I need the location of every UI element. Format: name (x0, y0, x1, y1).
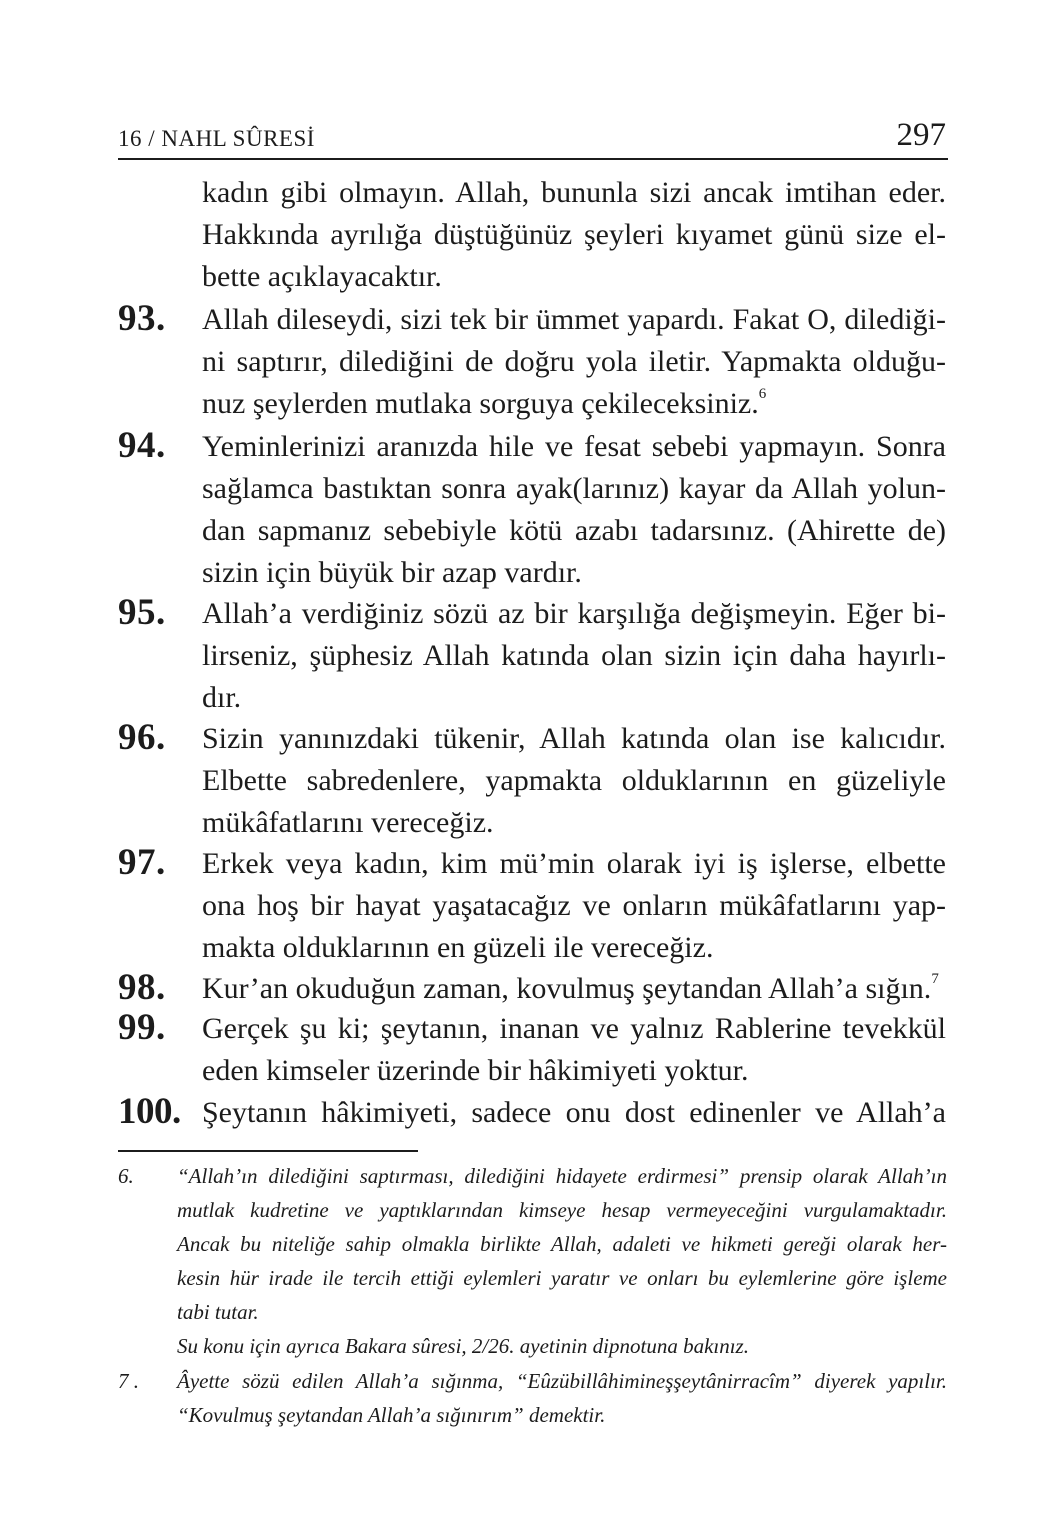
verse-line: Sizin yanınızdaki tükenir, Allah katında olan ise kalıcıdır. (202, 722, 946, 755)
footnote-marker: 7 . (118, 1369, 139, 1393)
footnote-reference: 7 (931, 971, 939, 987)
footnote-line: kesin hür irade ile tercih ettiği eylemleri yaratır ve onları bu eylemlerine göre işleme (177, 1266, 947, 1290)
verse-line: sağlamca bastıktan sonra ayak(larınız) kayar da Allah yolun- (202, 472, 946, 505)
footnote-line: tabi tutar. (177, 1300, 259, 1324)
verse-line (202, 971, 946, 1007)
verse-number: 95. (118, 592, 166, 633)
footnote-line: Ancak bu niteliğe sahip olmakla birlikte Allah, adaleti ve hikmeti gereği olarak her- (177, 1232, 947, 1256)
verse-line: eden kimseler üzerinde bir hâkimiyeti yoktur. (202, 1054, 749, 1087)
verse-number: 96. (118, 717, 166, 758)
verse-line-text: Kur’an okuduğun zaman, kovulmuş şeytandan Allah’a sığın. (202, 972, 932, 1005)
footnote-line: “Allah’ın dilediğini saptırması, dilediğini hidayete erdirmesi” prensip olarak Allah’ın (177, 1164, 947, 1188)
continuation-line: bette açıklayacaktır. (202, 260, 442, 293)
verse-number: 100. (118, 1091, 181, 1132)
verse-number: 94. (118, 425, 166, 466)
footnote-line: Su konu için ayrıca Bakara sûresi, 2/26. ayetinin dipnotuna bakınız. (177, 1334, 749, 1358)
verse-number: 99. (118, 1007, 166, 1048)
verse-line: Yeminlerinizi aranızda hile ve fesat sebebi yapmayın. Sonra (202, 430, 946, 463)
verse-line: lirseniz, şüphesiz Allah katında olan sizin için daha hayırlı- (202, 639, 946, 672)
verse-number: 93. (118, 298, 166, 339)
verse-number: 97. (118, 842, 166, 883)
verse-line (202, 386, 946, 422)
continuation-line: kadın gibi olmayın. Allah, bununla sizi ancak imtihan eder. (202, 176, 946, 209)
footnote-line: “Kovulmuş şeytandan Allah’a sığınırım” demektir. (177, 1403, 606, 1427)
continuation-line: Hakkında ayrılığa düştüğünüz şeyleri kıyamet günü size el- (202, 218, 946, 251)
verse-number: 98. (118, 967, 166, 1008)
footnote-separator (118, 1150, 418, 1152)
verse-line: dan sapmanız sebebiyle kötü azabı tadarsınız. (Ahirette de) (202, 514, 946, 547)
verse-line: makta olduklarının en güzeli ile vereceğiz. (202, 931, 714, 964)
verse-line: Allah dileseydi, sizi tek bir ümmet yapardı. Fakat O, dilediği- (202, 303, 946, 336)
chapter-title: 16 / NAHL SÛRESİ (118, 126, 315, 151)
verse-line: Allah’a verdiğiniz sözü az bir karşılığa değişmeyin. Eğer bi- (202, 597, 946, 630)
verse-line-text: nuz şeylerden mutlaka sorguya çekileceksiniz. (202, 387, 759, 420)
footnote-marker: 6. (118, 1164, 134, 1188)
verse-line: Elbette sabredenlere, yapmakta olduklarının en güzeliyle (202, 764, 946, 797)
verse-line: ni saptırır, dilediğini de doğru yola iletir. Yapmakta olduğu- (202, 345, 946, 378)
verse-line: sizin için büyük bir azap vardır. (202, 556, 582, 589)
footnote-line: mutlak kudretine ve yaptıklarından kimseye hesap vermeyeceğini vurgulamaktadır. (177, 1198, 947, 1222)
verse-line: ona hoş bir hayat yaşatacağız ve onların mükâfatlarını yap- (202, 889, 946, 922)
verse-line: mükâfatlarını vereceğiz. (202, 806, 494, 839)
verse-line: Şeytanın hâkimiyeti, sadece onu dost edinenler ve Allah’a (202, 1096, 946, 1129)
verse-line: dır. (202, 681, 242, 714)
verse-line: Erkek veya kadın, kim mü’min olarak iyi iş işlerse, elbette (202, 847, 946, 880)
page-number: 297 (896, 117, 946, 153)
footnote-line: Âyette sözü edilen Allah’a sığınma, “Eûzübillâhimineşşeytânirracîm” diyerek yapılır. (177, 1369, 947, 1393)
verse-line: Gerçek şu ki; şeytanın, inanan ve yalnız Rablerine tevekkül (202, 1012, 946, 1045)
running-header (118, 118, 948, 160)
footnote-reference: 6 (758, 386, 767, 402)
